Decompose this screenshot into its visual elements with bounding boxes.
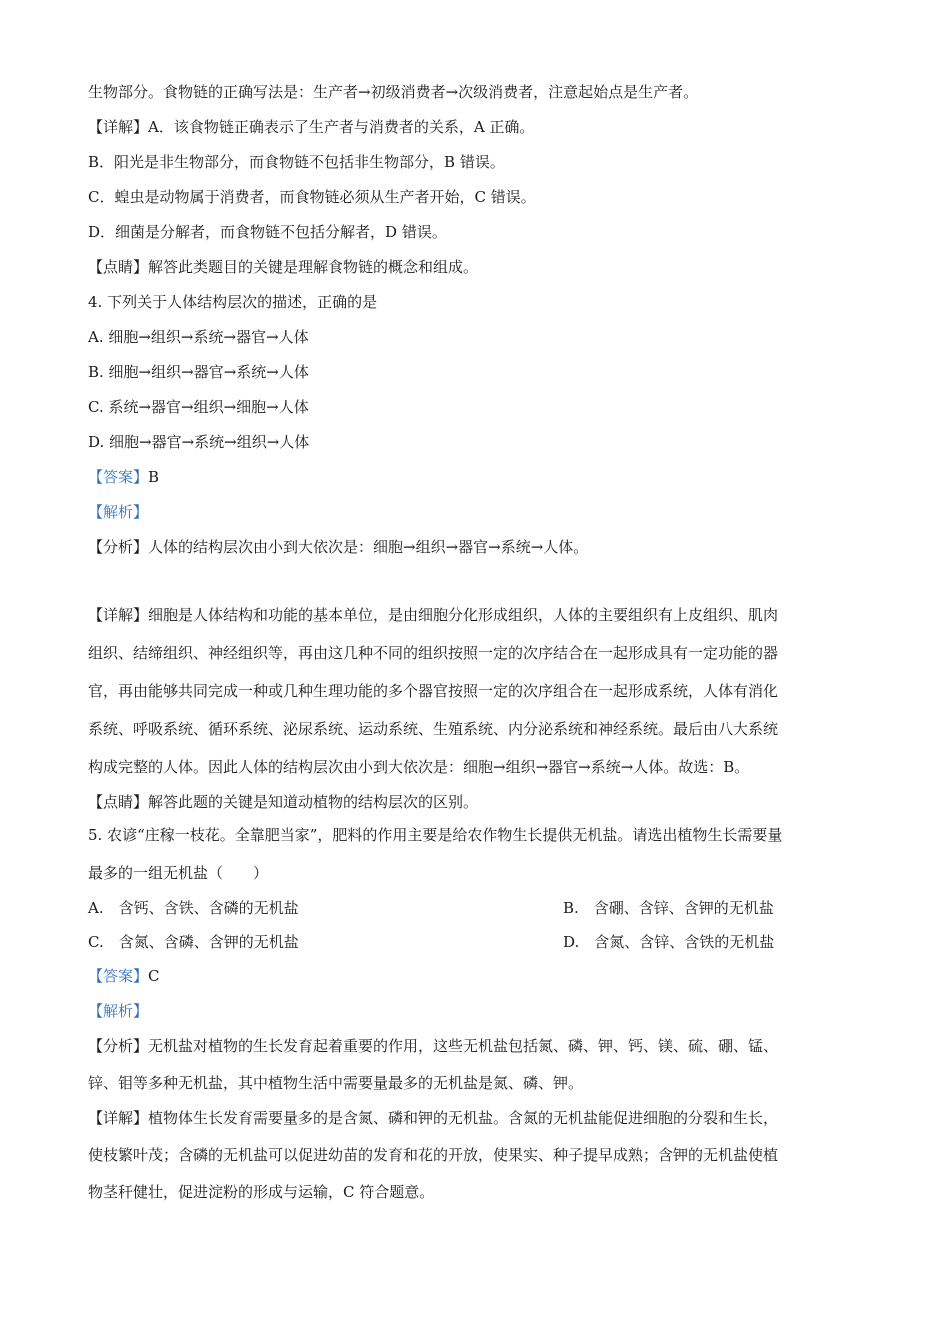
question-4-option: A. 细胞→组织→系统→器官→人体 xyxy=(88,328,309,346)
analysis-tag: 【解析】 xyxy=(88,503,149,521)
question-5-fenxi: 锌、钼等多种无机盐，其中植物生活中需要量最多的无机盐是氮、磷、钾。 xyxy=(88,1074,584,1092)
text-line: D．细菌是分解者，而食物链不包括分解者，D 错误。 xyxy=(88,223,447,241)
question-4-detail: 【详解】细胞是人体结构和功能的基本单位，是由细胞分化形成组织，人体的主要组织有上皮组织、肌肉 xyxy=(88,606,779,624)
question-5-detail: 物茎秆健壮，促进淀粉的形成与运输，C 符合题意。 xyxy=(88,1183,435,1201)
question-4-answer xyxy=(88,467,878,487)
answer-value: B xyxy=(148,468,160,486)
question-5-detail: 使枝繁叶茂；含磷的无机盐可以促进幼苗的发育和花的开放，使果实、种子提早成熟；含钾的无机盐使植 xyxy=(88,1146,779,1164)
question-5-option-b: B. 含硼、含锌、含钾的无机盐 xyxy=(563,899,774,917)
question-5-option-d: D. 含氮、含锌、含铁的无机盐 xyxy=(563,933,775,951)
question-4-detail: 构成完整的人体。因此人体的结构层次由小到大依次是：细胞→组织→器官→系统→人体。故选：B。 xyxy=(88,758,750,776)
question-5-option-c: C. 含氮、含磷、含钾的无机盐 xyxy=(88,933,299,951)
question-5-options-row xyxy=(88,932,878,952)
question-5-stem: 最多的一组无机盐（ ） xyxy=(88,864,269,882)
answer-tag: 【答案】 xyxy=(88,967,149,985)
text-line: 【详解】A．该食物链正确表示了生产者与消费者的关系，A 正确。 xyxy=(88,118,535,136)
answer-tag: 【答案】 xyxy=(88,468,149,486)
question-4-fenxi: 【分析】人体的结构层次由小到大依次是：细胞→组织→器官→系统→人体。 xyxy=(88,538,589,556)
text-line: C．蝗虫是动物属于消费者，而食物链必须从生产者开始，C 错误。 xyxy=(88,188,536,206)
question-5-options-row xyxy=(88,898,878,918)
question-4-stem: 4. 下列关于人体结构层次的描述，正确的是 xyxy=(88,293,378,311)
question-5-option-a: A. 含钙、含铁、含磷的无机盐 xyxy=(88,899,299,917)
question-5-stem: 5. 农谚“庄稼一枝花。全靠肥当家”，肥料的作用主要是给农作物生长提供无机盐。请选出植物生长需要量 xyxy=(88,826,783,844)
question-5-detail: 【详解】植物体生长发育需要量多的是含氮、磷和钾的无机盐。含氮的无机盐能促进细胞的分裂和生长， xyxy=(88,1109,779,1127)
question-5-fenxi: 【分析】无机盐对植物的生长发育起着重要的作用，这些无机盐包括氮、磷、钾、钙、镁、硫、硼、锰、 xyxy=(88,1037,779,1055)
question-4-detail: 官，再由能够共同完成一种或几种生理功能的多个器官按照一定的次序组合在一起形成系统，人体有消化 xyxy=(88,682,779,700)
question-4-detail: 组织、结缔组织、神经组织等，再由这几种不同的组织按照一定的次序结合在一起形成具有一定功能的器 xyxy=(88,644,779,662)
analysis-tag: 【解析】 xyxy=(88,1002,149,1020)
question-4-option: C. 系统→器官→组织→细胞→人体 xyxy=(88,398,309,416)
text-line: 生物部分。食物链的正确写法是：生产者→初级消费者→次级消费者，注意起始点是生产者。 xyxy=(88,83,699,101)
answer-value: C xyxy=(148,967,160,985)
text-line: 【点睛】解答此类题目的关键是理解食物链的概念和组成。 xyxy=(88,258,479,276)
question-5-answer xyxy=(88,966,878,986)
text-line: B．阳光是非生物部分，而食物链不包括非生物部分，B 错误。 xyxy=(88,153,505,171)
question-4-detail: 系统、呼吸系统、循环系统、泌尿系统、运动系统、生殖系统、内分泌系统和神经系统。最后由八大系统 xyxy=(88,720,779,738)
question-4-option: B. 细胞→组织→器官→系统→人体 xyxy=(88,363,309,381)
question-4-option: D. 细胞→器官→系统→组织→人体 xyxy=(88,433,310,451)
question-4-dianjing: 【点睛】解答此题的关键是知道动植物的结构层次的区别。 xyxy=(88,793,479,811)
